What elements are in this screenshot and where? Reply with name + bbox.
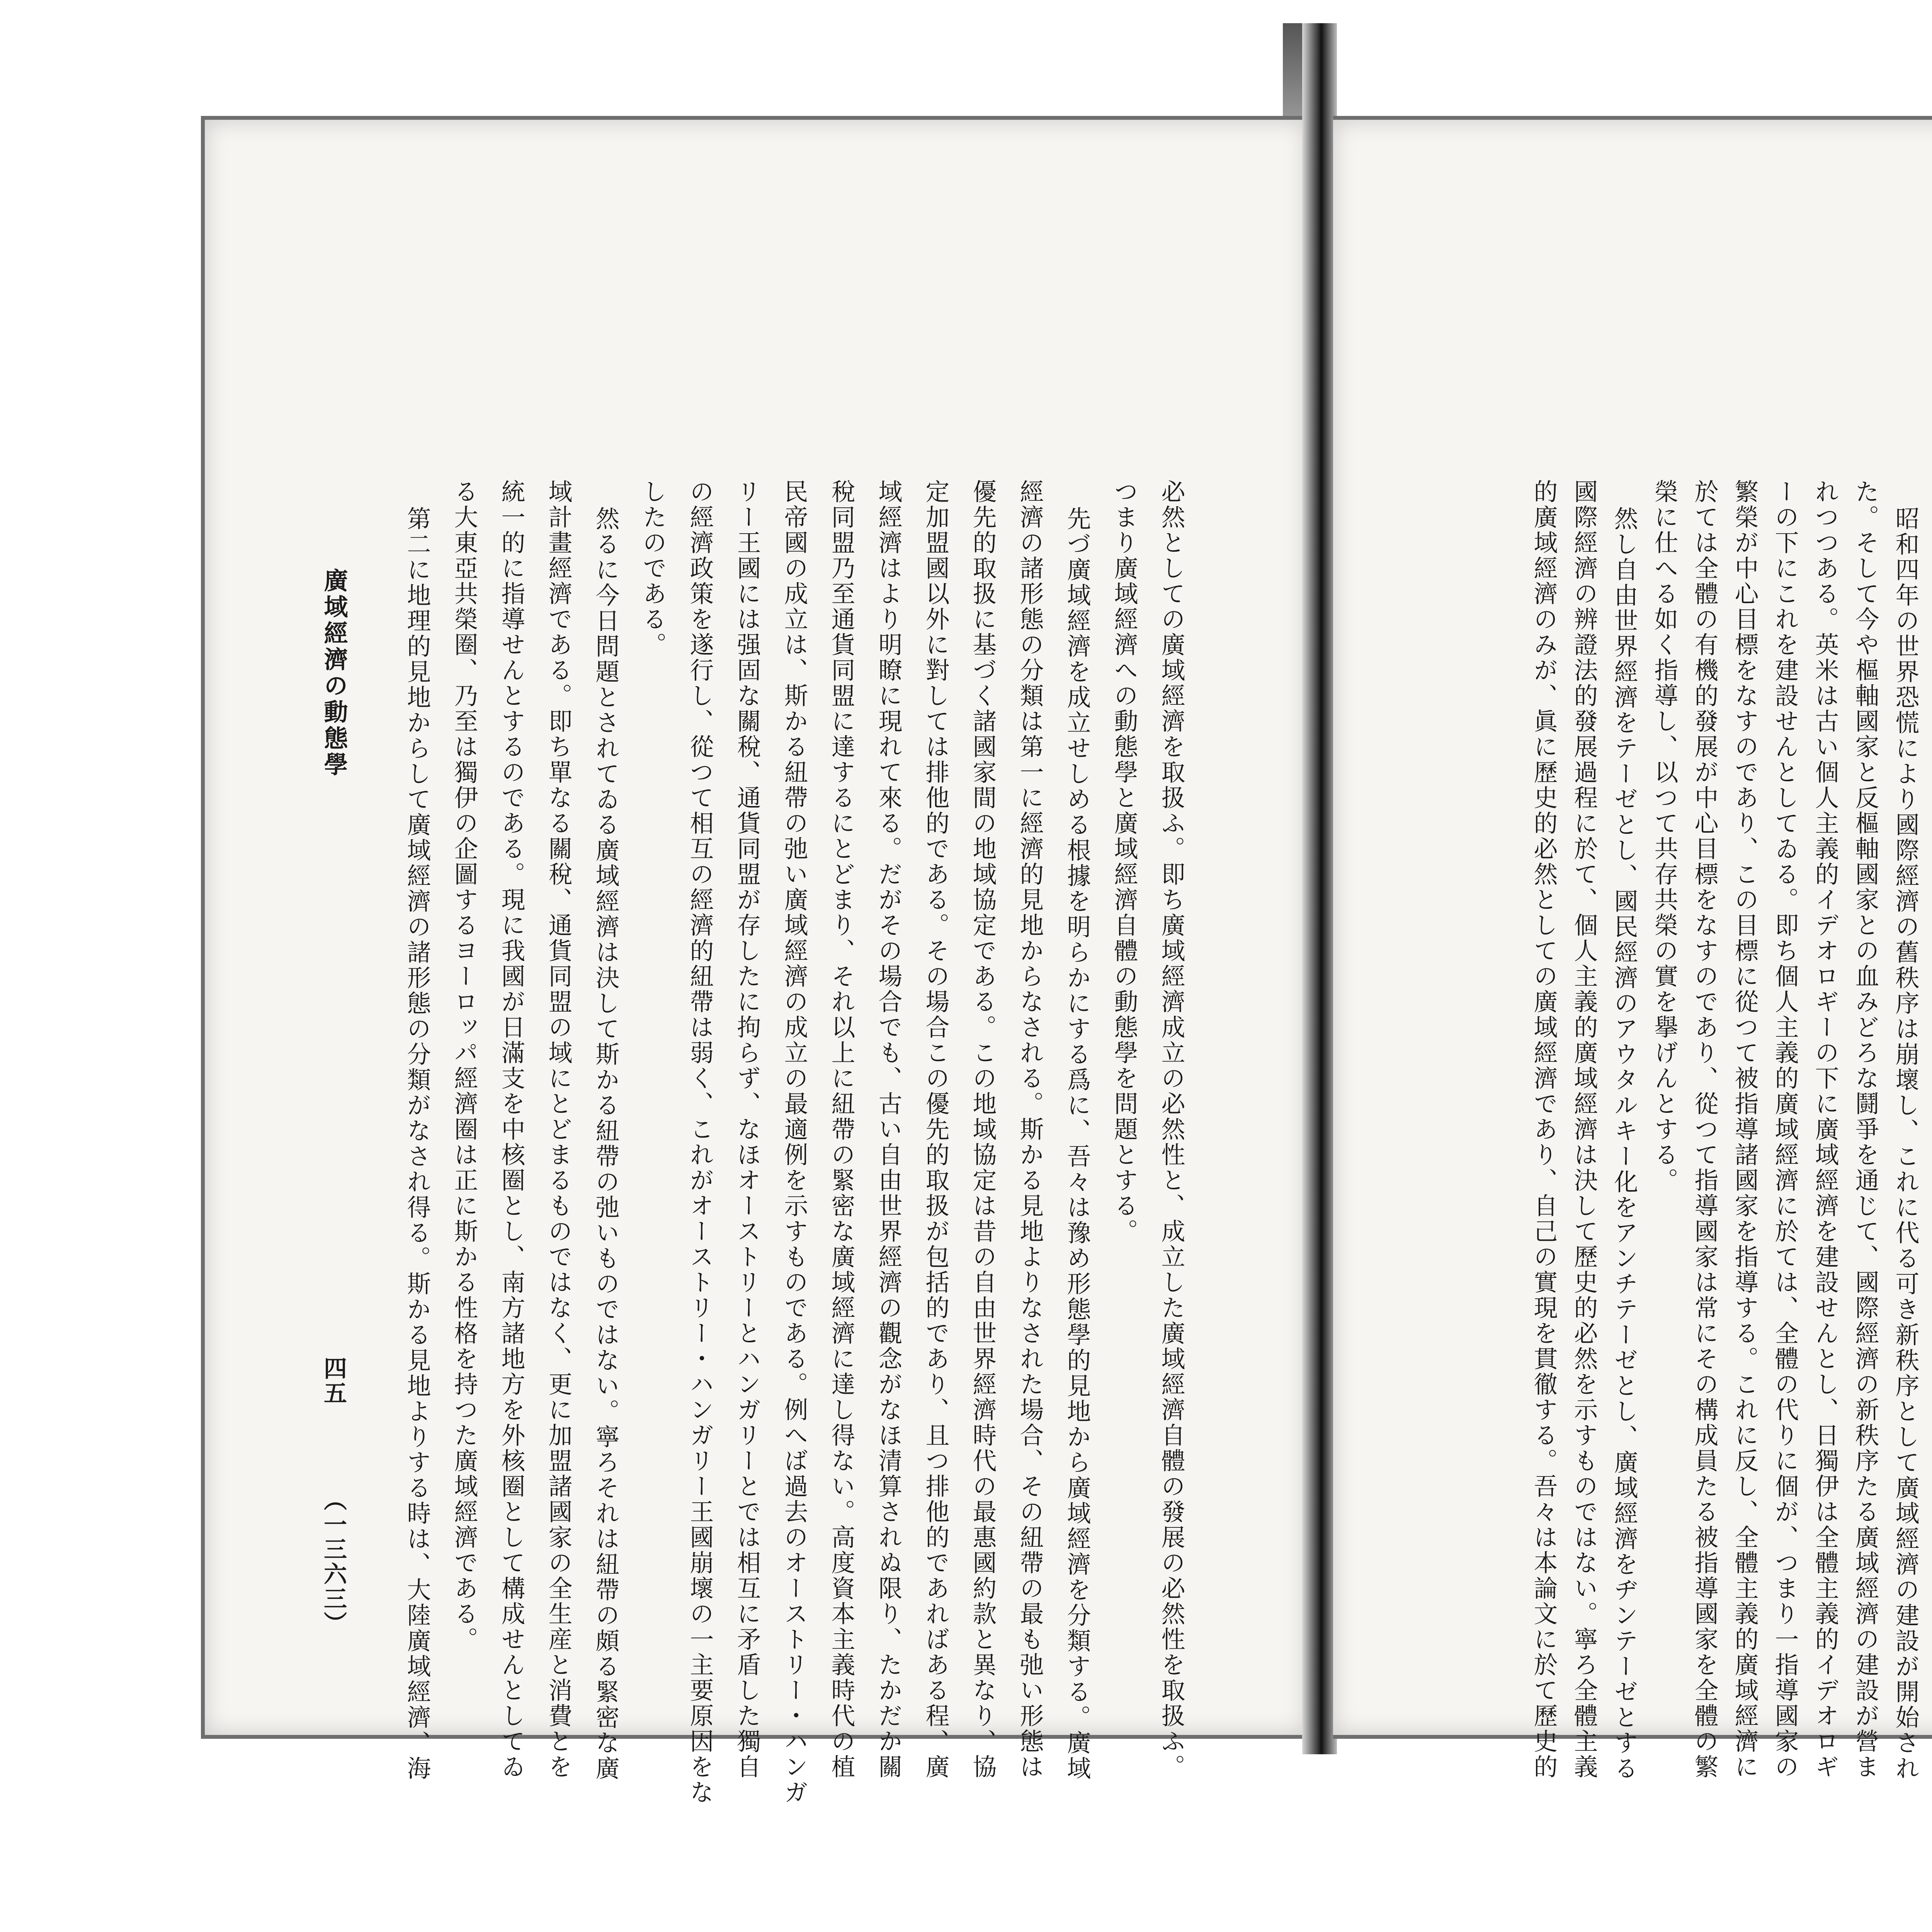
- right-body-line: 國際經濟の辨證法的發展過程に於て、個人主義的廣域經濟は決して歷史的必然を示すものではない。寧ろ全體主義: [1570, 479, 1598, 1780]
- book-gutter: [1302, 23, 1337, 1754]
- left-body-line: 經濟の諸形態の分類は第一に經濟的見地からなされる。斯かる見地よりなされた場合、その紐帶の最も弛い形態は: [1016, 479, 1044, 1780]
- left-body-line: 定加盟國以外に對しては排他的である。その場合この優先的取扱が包括的であり、且つ排他的であればある程、廣: [922, 479, 950, 1780]
- right-body-line: 然し自由世界經濟をテーゼとし、國民經濟のアウタルキー化をアンチテーゼとし、廣域經濟をヂンテーゼとする: [1610, 506, 1638, 1781]
- left-body-line: 域計畫經濟である。即ち單なる關稅、通貨同盟の域にとどまるものではなく、更に加盟諸國家の全生産と消費とを: [544, 479, 573, 1780]
- left-body-line: 必然としての廣域經濟を取扱ふ。即ち廣域經濟成立の必然性と、成立した廣域經濟自體の發展の必然性を取扱ふ。: [1157, 479, 1185, 1780]
- left-body-line: 第二に地理的見地からして廣域經濟の諸形態の分類がなされ得る。斯かる見地よりする時は、大陸廣域經濟、海: [403, 506, 431, 1781]
- right-body-line: た。そして今や樞軸國家と反樞軸國家との血みどろな鬪爭を通じて、國際經濟の新秩序たる廣域經濟の建設が營ま: [1851, 479, 1879, 1780]
- right-body-line: 榮に仕へる如く指導し、以つて共存共榮の實を擧げんとする。: [1650, 479, 1679, 1193]
- right-body-line: 繁榮が中心目標をなすのであり、この目標に從つて被指導諸國家を指導する。これに反し、全體主義的廣域經濟に: [1731, 479, 1759, 1780]
- left-page: [201, 116, 1306, 1805]
- left-running-head: 廣域經濟の動態學: [320, 568, 348, 778]
- right-body-line: 昭和四年の世界恐慌により國際經濟の舊秩序は崩壞し、これに代る可き新秩序として廣域經濟の建設が開始され: [1891, 506, 1920, 1781]
- left-body-line: したのである。: [639, 479, 667, 658]
- left-body-line: 然るに今日問題とされてゐる廣域經濟は決して斯かる紐帶の弛いものではない。寧ろそれは紐帶の頗る緊密な廣: [592, 506, 620, 1781]
- left-page-serial-number: （一三六三）: [320, 1488, 347, 1636]
- left-body-line: つまり廣域經濟への動態學と廣域經濟自體の動態學を問題とする。: [1110, 479, 1138, 1244]
- right-body-line: 於ては全體の有機的發展が中心目標をなすのであり、從つて指導國家は常にその構成員たる被指導國家を全體の繁: [1690, 479, 1719, 1780]
- right-body-line: 的廣域經濟のみが、眞に歷史的必然としての廣域經濟であり、自己の實現を貫徹する。吾々は本論文に於て歷史的: [1530, 479, 1558, 1780]
- left-body-line: リー王國には强固な關稅、通貨同盟が存したに拘らず、なほオーストリーとハンガリーとでは相互に矛盾した獨自: [733, 479, 761, 1780]
- left-body-line: 域經濟はより明瞭に現れて來る。だがその場合でも、古い自由世界經濟の觀念がなほ清算されぬ限り、たかだか關: [874, 479, 903, 1780]
- left-body-line: 稅同盟乃至通貨同盟に達するにとどまり、それ以上に紐帶の緊密な廣域經濟に達し得ない。高度資本主義時代の植: [827, 479, 855, 1780]
- left-body-line: 先づ廣域經濟を成立せしめる根據を明らかにする爲に、吾々は豫め形態學的見地から廣域經濟を分類する。廣域: [1063, 506, 1091, 1781]
- right-body-line: れつつある。英米は古い個人主義的イデオロギーの下に廣域經濟を建設せんとし、日獨伊は全體主義的イデオロギ: [1811, 479, 1839, 1780]
- left-page-number: 四五: [320, 1356, 347, 1406]
- left-body-line: 統一的に指導せんとするのである。現に我國が日滿支を中核圈とし、南方諸地方を外核圈として構成せんとしてゐ: [497, 479, 526, 1780]
- right-page: [1333, 116, 1932, 1781]
- left-body-line: の經濟政策を遂行し、從つて相互の經濟的紐帶は弱く、これがオーストリー・ハンガリー王國崩壞の一主要原因をな: [686, 479, 714, 1805]
- left-body-line: 優先的取扱に基づく諸國家間の地域協定である。この地域協定は昔の自由世界經濟時代の最惠國約款と異なり、協: [969, 479, 997, 1780]
- right-body-line: ーの下にこれを建設せんとしてゐる。即ち個人主義的廣域經濟に於ては、全體の代りに個が、つまり一指導國家の: [1771, 479, 1799, 1780]
- left-body-line: 民帝國の成立は、斯かる紐帶の弛い廣域經濟の成立の最適例を示すものである。例へば過去のオーストリー・ハンガ: [780, 479, 808, 1805]
- left-body-line: る大東亞共榮圈、乃至は獨伊の企圖するヨーロッパ經濟圈は正に斯かる性格を持つた廣域經濟である。: [450, 479, 478, 1652]
